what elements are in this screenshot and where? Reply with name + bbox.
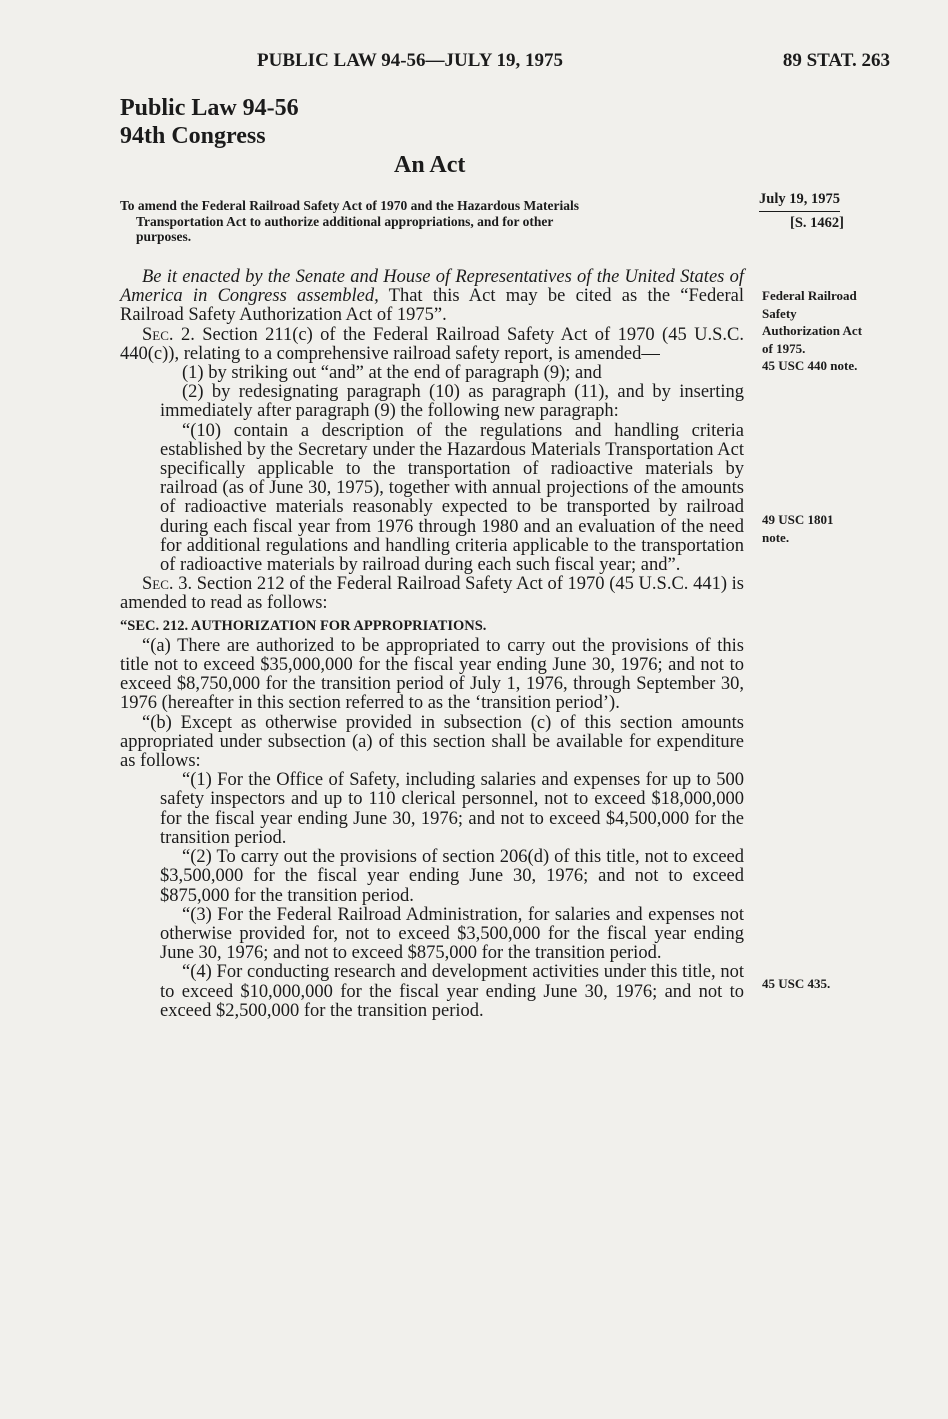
subsection-a: “(a) There are authorized to be appropriated to carry out the provisions of this title not to exceed $35,000,000 for the fiscal year ending June 30, 1976; and not to exceed $8,750,000 for the transition period of July 1, 1976, through September 30, 1976 (hereafter in this section referred to as the ‘transition period’). <box>120 635 744 714</box>
margin-note-line: note. <box>762 529 790 545</box>
subsection-b: “(b) Except as otherwise provided in subsection (c) of this section amounts appropriated under subsection (a) of this section shall be available for expenditure as follows: <box>120 712 744 772</box>
margin-note-line: 45 USC 435. <box>762 976 831 991</box>
enactment-date: July 19, 1975 <box>759 189 840 212</box>
margin-note-line: 45 USC 440 note. <box>762 358 858 373</box>
subsection-b-paragraph-2: “(2) To carry out the provisions of section 206(d) of this title, not to exceed $3,500,000 for the fiscal year ending June 30, 1976; and not to exceed $875,000 for the transition period. <box>160 847 744 906</box>
section-212-heading: “SEC. 212. AUTHORIZATION FOR APPROPRIATIONS. <box>120 617 487 634</box>
margin-note-line: of 1975. <box>762 340 806 356</box>
margin-note-49-usc-1801 <box>762 511 892 546</box>
act-body <box>120 268 744 1021</box>
purpose-line: purposes. <box>136 229 192 244</box>
section-label: Sec. 3. <box>142 574 193 595</box>
enacting-formula: Be it enacted by the Senate and House of Representatives of the United States of America in Congress assembled, <box>120 267 744 307</box>
section-label: Sec. 2. <box>142 324 195 345</box>
margin-note-line: Federal Railroad <box>762 288 857 303</box>
enacting-clause <box>120 268 744 326</box>
running-head <box>120 50 890 74</box>
section-2-item-2: (2) by redesignating paragraph (10) as paragraph (11), and by inserting immediately after paragraph (9) the following new paragraph: <box>160 382 744 422</box>
running-head-title: PUBLIC LAW 94-56—JULY 19, 1975 <box>257 50 563 71</box>
margin-note-line: Authorization Act <box>762 323 863 338</box>
section-2-quoted-paragraph: “(10) contain a description of the regulations and handling criteria established by the Secretary under the Hazardous Materials Transportation Act specifically applicable to the transportation of radioactive materials by railroad (as of June 30, 1975), together with annual projections of the amounts of radioactive materials reasonably expected to be transported by railroad during each fiscal year from 1976 through 1980 and an evaluation of the need for additional regulations and handling criteria applicable to the transportation of radioactive materials by railroad during each such fiscal year; and”. <box>160 420 744 576</box>
margin-note-short-title <box>762 287 892 375</box>
section-text: Section 211(c) of the Federal Railroad Safety Act of 1970 (45 U.S.C. 440(c)), relating to a comprehensive railroad safety report, is amended— <box>120 324 744 364</box>
congress-number: 94th Congress <box>120 123 266 149</box>
section-2-item-1: (1) by striking out “and” at the end of paragraph (9); and <box>182 363 602 384</box>
public-law-number: Public Law 94-56 <box>120 95 299 121</box>
bill-number: [S. 1462] <box>790 215 844 231</box>
enacting-clause-text: That this Act may be cited as the “Federal Railroad Safety Authorization Act of 1975”. <box>120 286 744 326</box>
subsection-b-paragraph-4: “(4) For conducting research and development activities under this title, not to exceed $10,000,000 for the fiscal year ending June 30, 1976; and not to exceed $2,500,000 for the transition period. <box>160 962 744 1021</box>
subsection-b-paragraph-3: “(3) For the Federal Railroad Administration, for salaries and expenses not otherwise provided for, not to exceed $3,500,000 for the fiscal year ending June 30, 1976; and not to exceed $875,000 for the transition period. <box>160 904 744 964</box>
margin-note-line: Safety <box>762 305 797 321</box>
purpose-line: To amend the Federal Railroad Safety Act of 1970 and the Hazardous Materials <box>120 198 579 213</box>
margin-note-45-usc-435 <box>762 975 892 993</box>
law-title-block <box>120 94 299 150</box>
act-heading: An Act <box>394 152 466 178</box>
statute-page-number: 89 STAT. 263 <box>782 50 890 71</box>
section-2 <box>120 326 744 364</box>
act-purpose <box>120 198 742 245</box>
section-3 <box>120 575 744 613</box>
section-text: Section 212 of the Federal Railroad Safety Act of 1970 (45 U.S.C. 441) is amended to read as follows: <box>120 574 744 614</box>
margin-date-block <box>759 189 889 234</box>
subsection-b-paragraph-1: “(1) For the Office of Safety, including salaries and expenses for up to 500 safety inspectors and up to 110 clerical personnel, not to exceed $18,000,000 for the fiscal year ending June 30, 1976; and not to exceed $4,500,000 for the transition period. <box>160 770 744 848</box>
purpose-line: Transportation Act to authorize additional appropriations, and for other <box>136 213 554 229</box>
margin-note-line: 49 USC 1801 <box>762 512 834 527</box>
